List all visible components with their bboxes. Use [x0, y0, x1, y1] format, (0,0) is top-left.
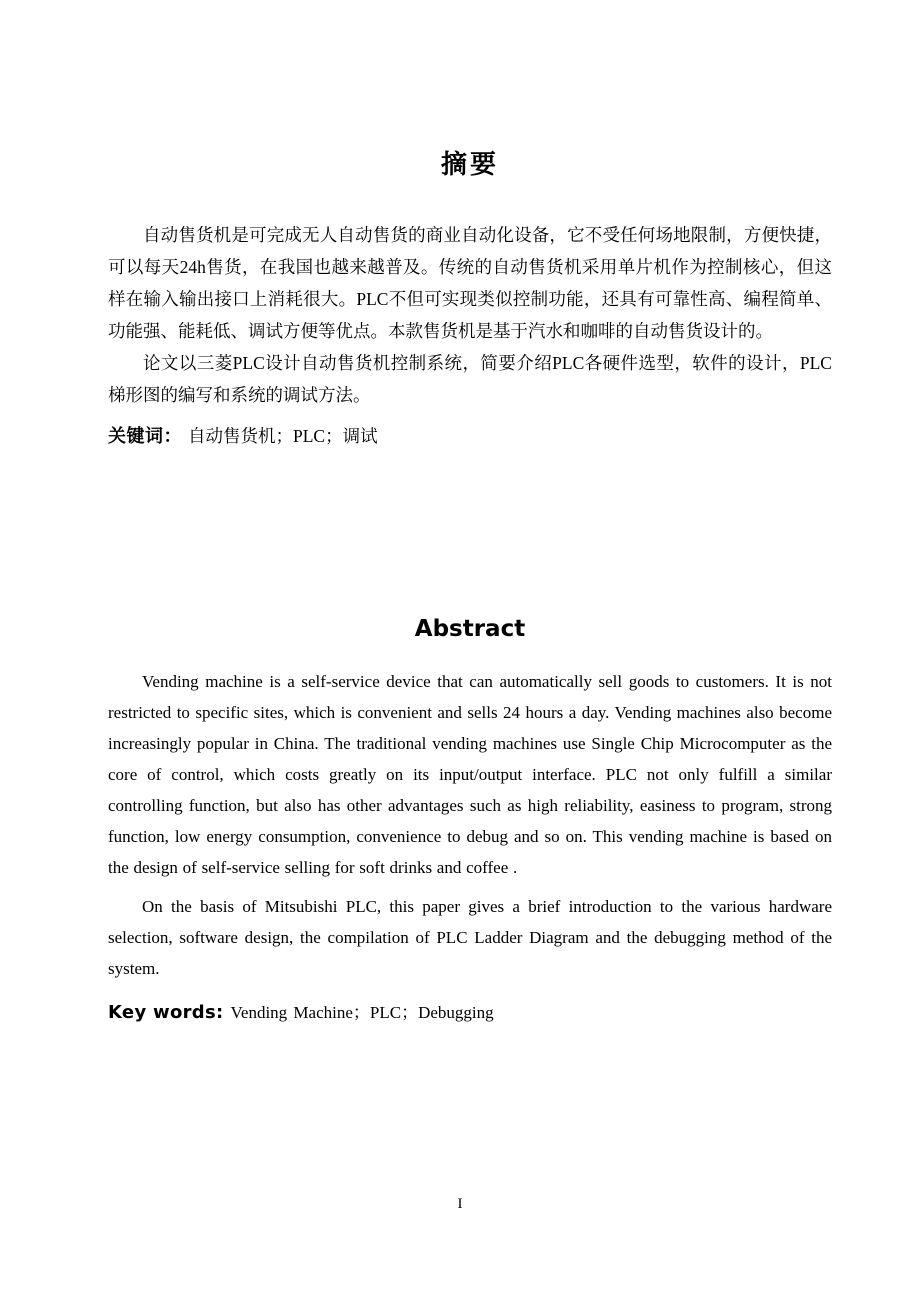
- english-keywords-label: Key words:: [108, 1001, 224, 1023]
- english-abstract-paragraph-1: Vending machine is a self-service device that can automatically sell goods to customers. It is not restricted to specific sites, which is convenient and sells 24 hours a day. Vending machines also become increasingly popular in China. The traditional vending machines use Single Chip Microcomputer as the core of control, which costs greatly on its input/output interface. PLC not only fulfill a similar controlling function, but also has other advantages such as high reliability, easiness to program, strong function, low energy consumption, convenience to debug and so on. This vending machine is based on the design of self-service selling for soft drinks and coffee .: [108, 671, 832, 877]
- chinese-keywords-line: [108, 411, 832, 453]
- english-keywords-value: Vending Machine；PLC；Debugging: [230, 1002, 494, 1022]
- english-abstract-title: Abstract: [414, 616, 526, 643]
- chinese-keywords-label: 关键词：: [108, 426, 182, 448]
- chinese-keywords-value: 自动售货机；PLC；调试: [188, 426, 378, 447]
- chinese-abstract-paragraph-1: 自动售货机是可完成无人自动售货的商业自动化设备，它不受任何场地限制，方便快捷，可以每天24h售货，在我国也越来越普及。传统的自动售货机采用单片机作为控制核心，但这样在输入输出接口上消耗很大。PLC不但可实现类似控制功能，还具有可靠性高、编程简单、功能强、能耗低、调试方便等优点。本款售货机是基于汽水和咖啡的自动售货设计的。: [108, 225, 832, 342]
- page-content: [108, 0, 832, 1029]
- english-abstract-paragraph-2: On the basis of Mitsubishi PLC, this paper gives a brief introduction to the various hardware selection, software design, the compilation of PLC Ladder Diagram and the debugging method of the system.: [108, 896, 832, 978]
- chinese-abstract-title: 摘要: [440, 150, 499, 180]
- page-number: I: [457, 1196, 463, 1212]
- english-keywords-line: [108, 984, 832, 1029]
- chinese-abstract-paragraph-2: 论文以三菱PLC设计自动售货机控制系统，简要介绍PLC各硬件选型，软件的设计，PLC梯形图的编写和系统的调试方法。: [108, 353, 832, 406]
